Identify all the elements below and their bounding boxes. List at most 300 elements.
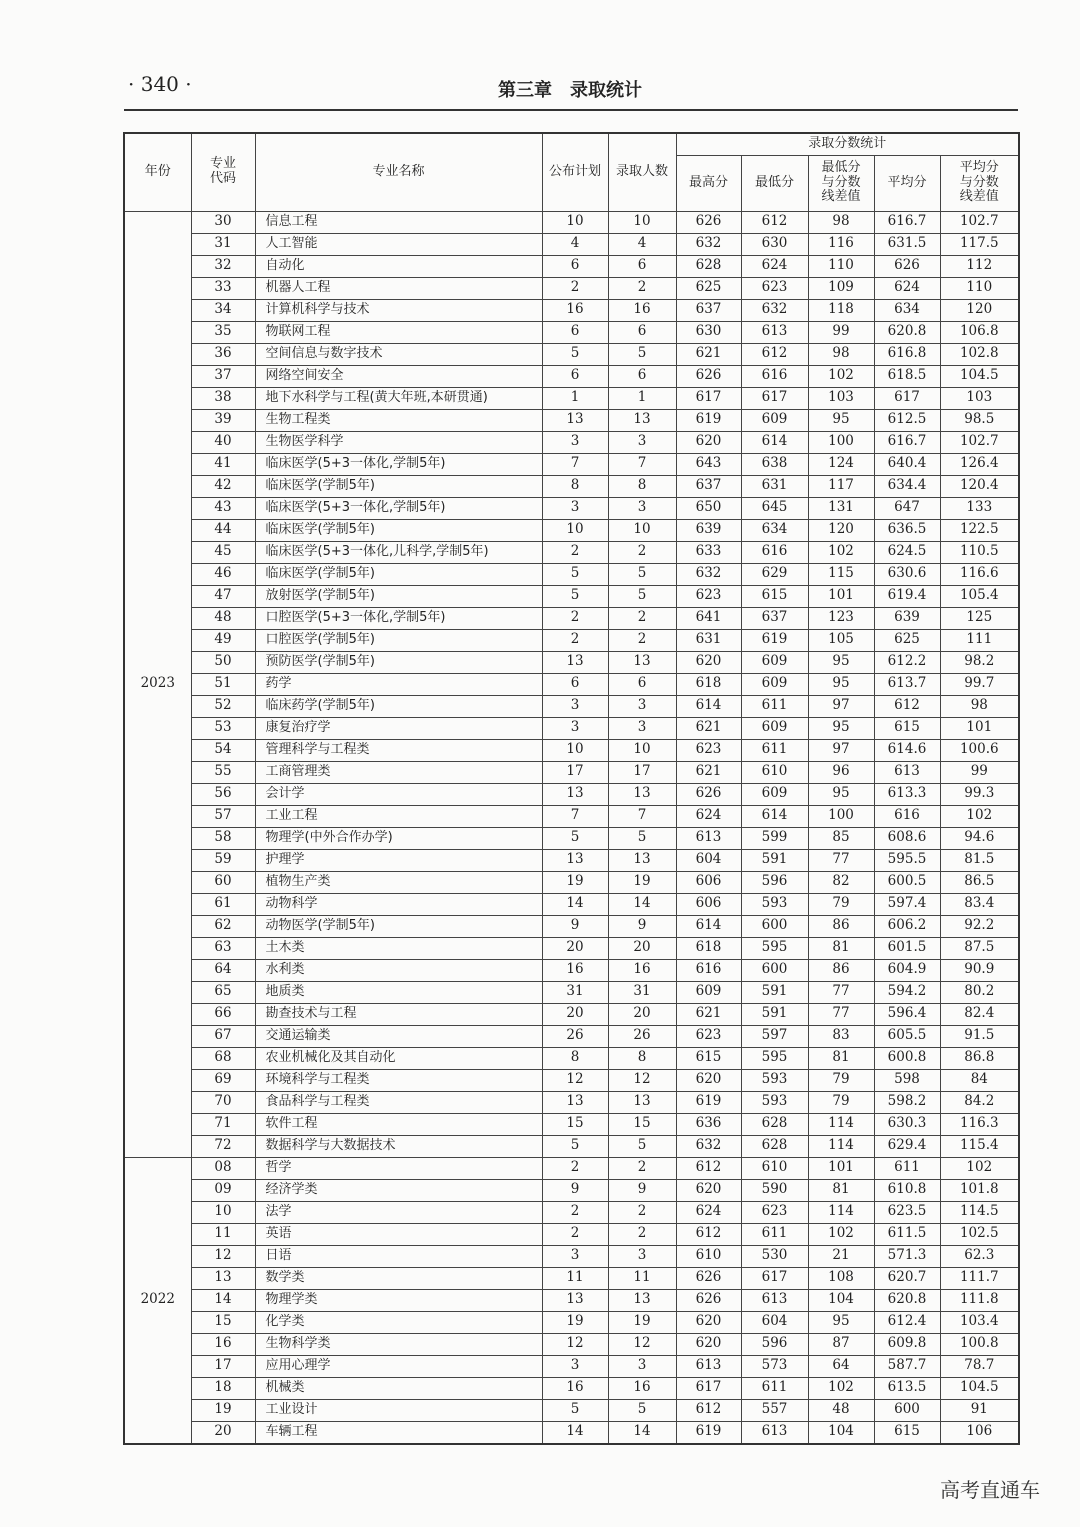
max-cell: 619: [676, 1421, 741, 1444]
header-code: 专业代码: [191, 133, 255, 211]
min-diff-cell: 86: [808, 915, 874, 937]
avg-diff-cell: 102: [940, 805, 1019, 827]
table-row: [124, 1267, 1019, 1289]
table-row: [124, 651, 1019, 673]
admitted-cell: 6: [608, 321, 676, 343]
plan-cell: 20: [542, 1003, 608, 1025]
avg-cell: 634: [874, 299, 940, 321]
avg-diff-cell: 84: [940, 1069, 1019, 1091]
avg-cell: 636.5: [874, 519, 940, 541]
admitted-cell: 5: [608, 563, 676, 585]
code-cell: 36: [191, 343, 255, 365]
admitted-cell: 3: [608, 1245, 676, 1267]
min-cell: 591: [741, 849, 808, 871]
min-cell: 573: [741, 1355, 808, 1377]
plan-cell: 3: [542, 717, 608, 739]
min-diff-cell: 79: [808, 1091, 874, 1113]
min-diff-cell: 102: [808, 1223, 874, 1245]
table-row: [124, 277, 1019, 299]
code-cell: 32: [191, 255, 255, 277]
avg-diff-cell: 101.8: [940, 1179, 1019, 1201]
plan-cell: 16: [542, 959, 608, 981]
name-cell: 交通运输类: [255, 1025, 542, 1047]
code-cell: 54: [191, 739, 255, 761]
avg-cell: 618.5: [874, 365, 940, 387]
max-cell: 610: [676, 1245, 741, 1267]
min-cell: 597: [741, 1025, 808, 1047]
table-row: [124, 585, 1019, 607]
name-cell: 英语: [255, 1223, 542, 1245]
table-row: [124, 1311, 1019, 1333]
plan-cell: 3: [542, 1355, 608, 1377]
avg-cell: 613.3: [874, 783, 940, 805]
admitted-cell: 20: [608, 937, 676, 959]
header-admitted: 录取人数: [608, 133, 676, 211]
code-cell: 45: [191, 541, 255, 563]
max-cell: 643: [676, 453, 741, 475]
table-row: [124, 893, 1019, 915]
table-row: [124, 255, 1019, 277]
avg-diff-cell: 99: [940, 761, 1019, 783]
name-cell: 网络空间安全: [255, 365, 542, 387]
min-cell: 617: [741, 387, 808, 409]
min-cell: 609: [741, 717, 808, 739]
avg-diff-cell: 102.7: [940, 211, 1019, 233]
avg-diff-cell: 86.8: [940, 1047, 1019, 1069]
table-row: [124, 1355, 1019, 1377]
page-number: · 340 ·: [128, 72, 192, 96]
plan-cell: 10: [542, 519, 608, 541]
admitted-cell: 2: [608, 607, 676, 629]
avg-diff-cell: 98: [940, 695, 1019, 717]
min-diff-cell: 109: [808, 277, 874, 299]
admitted-cell: 2: [608, 1201, 676, 1223]
min-diff-cell: 21: [808, 1245, 874, 1267]
admitted-cell: 11: [608, 1267, 676, 1289]
avg-cell: 634.4: [874, 475, 940, 497]
min-cell: 623: [741, 1201, 808, 1223]
min-diff-cell: 95: [808, 1311, 874, 1333]
avg-diff-cell: 125: [940, 607, 1019, 629]
code-cell: 49: [191, 629, 255, 651]
min-cell: 599: [741, 827, 808, 849]
name-cell: 自动化: [255, 255, 542, 277]
max-cell: 617: [676, 1377, 741, 1399]
name-cell: 车辆工程: [255, 1421, 542, 1444]
avg-diff-cell: 90.9: [940, 959, 1019, 981]
code-cell: 20: [191, 1421, 255, 1444]
admitted-cell: 3: [608, 497, 676, 519]
min-cell: 616: [741, 365, 808, 387]
avg-cell: 613: [874, 761, 940, 783]
code-cell: 62: [191, 915, 255, 937]
plan-cell: 14: [542, 1421, 608, 1444]
avg-cell: 640.4: [874, 453, 940, 475]
table-row: [124, 1157, 1019, 1179]
min-cell: 613: [741, 1421, 808, 1444]
min-cell: 613: [741, 321, 808, 343]
min-diff-cell: 96: [808, 761, 874, 783]
name-cell: 人工智能: [255, 233, 542, 255]
min-diff-cell: 104: [808, 1289, 874, 1311]
plan-cell: 19: [542, 1311, 608, 1333]
max-cell: 620: [676, 431, 741, 453]
table-row: [124, 211, 1019, 233]
admitted-cell: 7: [608, 453, 676, 475]
admitted-cell: 5: [608, 585, 676, 607]
min-diff-cell: 97: [808, 739, 874, 761]
code-cell: 60: [191, 871, 255, 893]
name-cell: 法学: [255, 1201, 542, 1223]
table-row: [124, 343, 1019, 365]
table-row: [124, 981, 1019, 1003]
min-diff-cell: 110: [808, 255, 874, 277]
admitted-cell: 16: [608, 959, 676, 981]
min-cell: 629: [741, 563, 808, 585]
plan-cell: 13: [542, 651, 608, 673]
name-cell: 药学: [255, 673, 542, 695]
avg-cell: 616.8: [874, 343, 940, 365]
min-cell: 638: [741, 453, 808, 475]
min-cell: 593: [741, 893, 808, 915]
min-cell: 630: [741, 233, 808, 255]
plan-cell: 31: [542, 981, 608, 1003]
avg-diff-cell: 120: [940, 299, 1019, 321]
admitted-cell: 13: [608, 1289, 676, 1311]
avg-diff-cell: 111.8: [940, 1289, 1019, 1311]
code-cell: 12: [191, 1245, 255, 1267]
table-row: [124, 739, 1019, 761]
code-cell: 33: [191, 277, 255, 299]
admitted-cell: 10: [608, 739, 676, 761]
code-cell: 48: [191, 607, 255, 629]
code-cell: 35: [191, 321, 255, 343]
min-cell: 637: [741, 607, 808, 629]
avg-cell: 612.4: [874, 1311, 940, 1333]
admitted-cell: 2: [608, 629, 676, 651]
max-cell: 637: [676, 299, 741, 321]
name-cell: 土木类: [255, 937, 542, 959]
table-row: [124, 1377, 1019, 1399]
plan-cell: 10: [542, 739, 608, 761]
plan-cell: 2: [542, 1223, 608, 1245]
avg-cell: 608.6: [874, 827, 940, 849]
admitted-cell: 3: [608, 1355, 676, 1377]
avg-cell: 600.8: [874, 1047, 940, 1069]
name-cell: 临床医学(5+3一体化,学制5年): [255, 453, 542, 475]
avg-diff-cell: 98.2: [940, 651, 1019, 673]
min-cell: 628: [741, 1113, 808, 1135]
table-row: [124, 233, 1019, 255]
avg-cell: 600: [874, 1399, 940, 1421]
max-cell: 623: [676, 1025, 741, 1047]
min-diff-cell: 79: [808, 1069, 874, 1091]
avg-cell: 598: [874, 1069, 940, 1091]
avg-cell: 615: [874, 717, 940, 739]
max-cell: 620: [676, 1333, 741, 1355]
admitted-cell: 9: [608, 915, 676, 937]
year-cell: 2023: [124, 211, 191, 1157]
admission-score-table: [123, 132, 1020, 1445]
avg-diff-cell: 98.5: [940, 409, 1019, 431]
plan-cell: 15: [542, 1113, 608, 1135]
name-cell: 物理学(中外合作办学): [255, 827, 542, 849]
avg-cell: 605.5: [874, 1025, 940, 1047]
min-diff-cell: 77: [808, 849, 874, 871]
name-cell: 地质类: [255, 981, 542, 1003]
table-row: [124, 431, 1019, 453]
max-cell: 613: [676, 1355, 741, 1377]
avg-cell: 611.5: [874, 1223, 940, 1245]
table-row: [124, 915, 1019, 937]
max-cell: 606: [676, 893, 741, 915]
name-cell: 物联网工程: [255, 321, 542, 343]
min-diff-cell: 81: [808, 937, 874, 959]
plan-cell: 5: [542, 585, 608, 607]
avg-cell: 587.7: [874, 1355, 940, 1377]
name-cell: 生物医学科学: [255, 431, 542, 453]
name-cell: 农业机械化及其自动化: [255, 1047, 542, 1069]
name-cell: 动物科学: [255, 893, 542, 915]
avg-diff-cell: 103: [940, 387, 1019, 409]
admitted-cell: 13: [608, 409, 676, 431]
admitted-cell: 26: [608, 1025, 676, 1047]
code-cell: 08: [191, 1157, 255, 1179]
avg-diff-cell: 91: [940, 1399, 1019, 1421]
avg-cell: 616.7: [874, 211, 940, 233]
admitted-cell: 13: [608, 783, 676, 805]
avg-cell: 612.2: [874, 651, 940, 673]
admitted-cell: 19: [608, 871, 676, 893]
min-diff-cell: 95: [808, 409, 874, 431]
code-cell: 37: [191, 365, 255, 387]
avg-cell: 617: [874, 387, 940, 409]
avg-diff-cell: 102.8: [940, 343, 1019, 365]
code-cell: 64: [191, 959, 255, 981]
avg-diff-cell: 133: [940, 497, 1019, 519]
header-rule: [124, 109, 1018, 111]
min-cell: 590: [741, 1179, 808, 1201]
code-cell: 66: [191, 1003, 255, 1025]
min-cell: 632: [741, 299, 808, 321]
table-row: [124, 1333, 1019, 1355]
name-cell: 应用心理学: [255, 1355, 542, 1377]
min-diff-cell: 82: [808, 871, 874, 893]
avg-cell: 631.5: [874, 233, 940, 255]
name-cell: 日语: [255, 1245, 542, 1267]
avg-diff-cell: 102: [940, 1157, 1019, 1179]
admitted-cell: 5: [608, 1135, 676, 1157]
min-diff-cell: 123: [808, 607, 874, 629]
avg-diff-cell: 110: [940, 277, 1019, 299]
min-diff-cell: 81: [808, 1047, 874, 1069]
min-diff-cell: 114: [808, 1113, 874, 1135]
min-diff-cell: 64: [808, 1355, 874, 1377]
min-cell: 591: [741, 981, 808, 1003]
plan-cell: 9: [542, 915, 608, 937]
min-diff-cell: 120: [808, 519, 874, 541]
min-diff-cell: 124: [808, 453, 874, 475]
min-diff-cell: 102: [808, 365, 874, 387]
min-cell: 634: [741, 519, 808, 541]
admitted-cell: 12: [608, 1333, 676, 1355]
admitted-cell: 13: [608, 651, 676, 673]
min-cell: 610: [741, 761, 808, 783]
table-row: [124, 299, 1019, 321]
admitted-cell: 2: [608, 277, 676, 299]
table-row: [124, 1399, 1019, 1421]
min-diff-cell: 102: [808, 1377, 874, 1399]
code-cell: 41: [191, 453, 255, 475]
code-cell: 65: [191, 981, 255, 1003]
avg-cell: 612: [874, 695, 940, 717]
plan-cell: 6: [542, 673, 608, 695]
plan-cell: 3: [542, 431, 608, 453]
table-row: [124, 937, 1019, 959]
code-cell: 14: [191, 1289, 255, 1311]
table-row: [124, 1047, 1019, 1069]
avg-cell: 630.6: [874, 563, 940, 585]
min-cell: 609: [741, 673, 808, 695]
min-cell: 645: [741, 497, 808, 519]
avg-diff-cell: 86.5: [940, 871, 1019, 893]
max-cell: 621: [676, 761, 741, 783]
max-cell: 623: [676, 585, 741, 607]
min-cell: 591: [741, 1003, 808, 1025]
code-cell: 50: [191, 651, 255, 673]
max-cell: 639: [676, 519, 741, 541]
plan-cell: 10: [542, 211, 608, 233]
plan-cell: 12: [542, 1333, 608, 1355]
max-cell: 632: [676, 563, 741, 585]
min-cell: 611: [741, 1377, 808, 1399]
max-cell: 612: [676, 1223, 741, 1245]
table-row: [124, 871, 1019, 893]
code-cell: 13: [191, 1267, 255, 1289]
name-cell: 植物生产类: [255, 871, 542, 893]
avg-diff-cell: 62.3: [940, 1245, 1019, 1267]
min-diff-cell: 77: [808, 981, 874, 1003]
name-cell: 数学类: [255, 1267, 542, 1289]
min-diff-cell: 104: [808, 1421, 874, 1444]
name-cell: 勘查技术与工程: [255, 1003, 542, 1025]
max-cell: 650: [676, 497, 741, 519]
table-row: [124, 497, 1019, 519]
code-cell: 38: [191, 387, 255, 409]
admitted-cell: 12: [608, 1069, 676, 1091]
name-cell: 临床医学(学制5年): [255, 475, 542, 497]
table-row: [124, 1091, 1019, 1113]
max-cell: 625: [676, 277, 741, 299]
name-cell: 工商管理类: [255, 761, 542, 783]
code-cell: 51: [191, 673, 255, 695]
avg-cell: 598.2: [874, 1091, 940, 1113]
table-row: [124, 321, 1019, 343]
avg-diff-cell: 117.5: [940, 233, 1019, 255]
code-cell: 17: [191, 1355, 255, 1377]
name-cell: 生物工程类: [255, 409, 542, 431]
max-cell: 612: [676, 1157, 741, 1179]
avg-cell: 600.5: [874, 871, 940, 893]
avg-diff-cell: 103.4: [940, 1311, 1019, 1333]
min-cell: 600: [741, 915, 808, 937]
table-row: [124, 849, 1019, 871]
name-cell: 经济学类: [255, 1179, 542, 1201]
avg-diff-cell: 104.5: [940, 1377, 1019, 1399]
min-cell: 610: [741, 1157, 808, 1179]
plan-cell: 20: [542, 937, 608, 959]
avg-cell: 611: [874, 1157, 940, 1179]
table-row: [124, 1025, 1019, 1047]
min-diff-cell: 87: [808, 1333, 874, 1355]
max-cell: 624: [676, 805, 741, 827]
avg-cell: 595.5: [874, 849, 940, 871]
avg-cell: 606.2: [874, 915, 940, 937]
plan-cell: 26: [542, 1025, 608, 1047]
max-cell: 614: [676, 695, 741, 717]
name-cell: 物理学类: [255, 1289, 542, 1311]
name-cell: 数据科学与大数据技术: [255, 1135, 542, 1157]
admitted-cell: 20: [608, 1003, 676, 1025]
min-cell: 609: [741, 651, 808, 673]
table-row: [124, 1069, 1019, 1091]
code-cell: 39: [191, 409, 255, 431]
table-row: [124, 607, 1019, 629]
max-cell: 609: [676, 981, 741, 1003]
admitted-cell: 31: [608, 981, 676, 1003]
code-cell: 18: [191, 1377, 255, 1399]
min-diff-cell: 77: [808, 1003, 874, 1025]
admitted-cell: 19: [608, 1311, 676, 1333]
code-cell: 58: [191, 827, 255, 849]
max-cell: 626: [676, 1289, 741, 1311]
name-cell: 临床医学(学制5年): [255, 519, 542, 541]
header-min: 最低分: [741, 155, 808, 211]
max-cell: 628: [676, 255, 741, 277]
min-cell: 628: [741, 1135, 808, 1157]
name-cell: 临床药学(学制5年): [255, 695, 542, 717]
code-cell: 57: [191, 805, 255, 827]
max-cell: 604: [676, 849, 741, 871]
table-row: [124, 453, 1019, 475]
name-cell: 会计学: [255, 783, 542, 805]
table-row: [124, 1003, 1019, 1025]
avg-diff-cell: 80.2: [940, 981, 1019, 1003]
plan-cell: 3: [542, 1245, 608, 1267]
code-cell: 70: [191, 1091, 255, 1113]
avg-cell: 624.5: [874, 541, 940, 563]
plan-cell: 5: [542, 827, 608, 849]
name-cell: 工业工程: [255, 805, 542, 827]
table-row: [124, 519, 1019, 541]
min-diff-cell: 83: [808, 1025, 874, 1047]
min-diff-cell: 117: [808, 475, 874, 497]
max-cell: 630: [676, 321, 741, 343]
avg-diff-cell: 111: [940, 629, 1019, 651]
name-cell: 哲学: [255, 1157, 542, 1179]
max-cell: 620: [676, 1179, 741, 1201]
table-row: [124, 1223, 1019, 1245]
avg-diff-cell: 99.7: [940, 673, 1019, 695]
name-cell: 空间信息与数字技术: [255, 343, 542, 365]
min-diff-cell: 95: [808, 783, 874, 805]
avg-diff-cell: 100.8: [940, 1333, 1019, 1355]
name-cell: 机器人工程: [255, 277, 542, 299]
avg-diff-cell: 106: [940, 1421, 1019, 1444]
code-cell: 34: [191, 299, 255, 321]
min-cell: 624: [741, 255, 808, 277]
table-row: [124, 717, 1019, 739]
